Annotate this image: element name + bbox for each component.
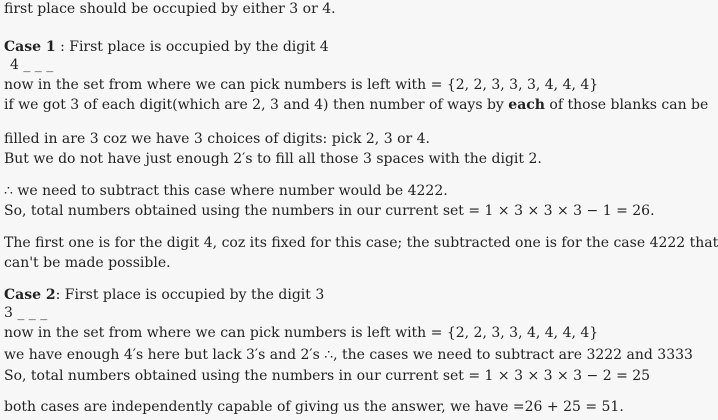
case2-set-line: now in the set from where we can pick numbers is left with = {2, 2, 3, 3, 4, 4, 4, 4}	[4, 325, 599, 341]
case1-heading: Case 1 : First place is occupied by the digit 4	[4, 39, 329, 55]
case1-set-line: now in the set from where we can pick numbers is left with = {2, 2, 3, 3, 3, 4, 4, 4}	[4, 77, 599, 93]
case2-total-line: So, total numbers obtained using the numbers in our current set = 1 × 3 × 3 × 3 − 2 = 25	[4, 368, 651, 384]
case1-twos-line: But we do not have just enough 2′s to fill all those 3 spaces with the digit 2.	[4, 151, 542, 167]
case2-lack-line: we have enough 4′s here but lack 3′s and 2′s ∴, the cases we need to subtract are 3222 and 3333	[4, 347, 693, 363]
case1-total-line: So, total numbers obtained using the numbers in our current set = 1 × 3 × 3 × 3 − 1 = 26.	[4, 203, 655, 219]
case2-heading: Case 2: First place is occupied by the digit 3	[4, 287, 325, 303]
conclusion-line: both cases are independently capable of giving us the answer, we have =26 + 25 = 51.	[4, 399, 624, 415]
case1-subtract-line: ∴ we need to subtract this case where number would be 4222.	[4, 183, 448, 199]
case2-placeholder: 3 _ _ _	[4, 305, 48, 321]
case1-ways-line: if we got 3 of each digit(which are 2, 3 and 4) then number of ways by each of those blanks can be	[4, 97, 709, 113]
case2-label: Case 2	[4, 287, 56, 303]
case1-choices-line: filled in are 3 coz we have 3 choices of digits: pick 2, 3 or 4.	[4, 131, 430, 147]
case1-label: Case 1	[4, 39, 56, 55]
case1-explanation-cont: can't be made possible.	[4, 255, 171, 271]
case1-placeholder: 4 _ _ _	[10, 57, 54, 73]
intro-line: first place should be occupied by either 3 or 4.	[4, 1, 336, 17]
case1-explanation-line: The first one is for the digit 4, coz its fixed for this case; the subtracted one is for the case 4222 that	[4, 235, 718, 251]
